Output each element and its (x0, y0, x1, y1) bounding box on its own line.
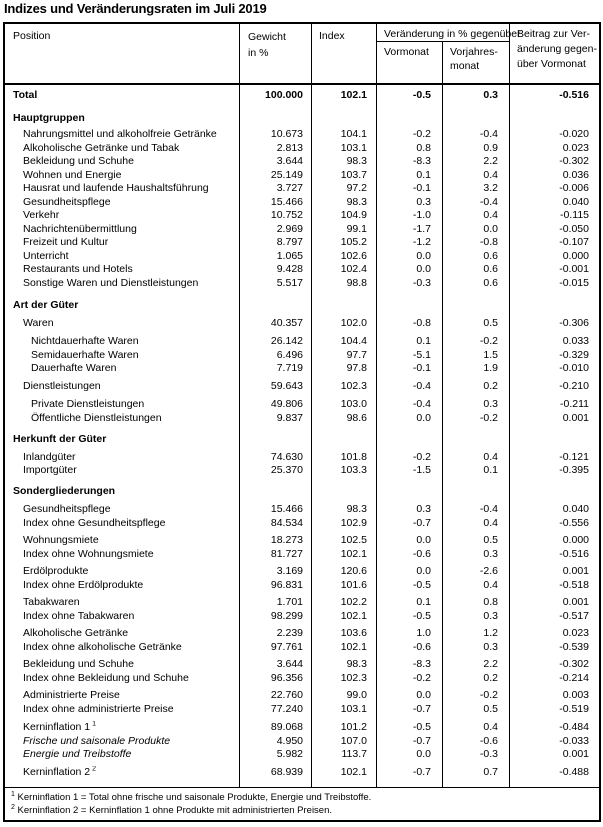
row-label: Art der Güter (13, 299, 79, 311)
column-divider (442, 85, 443, 787)
cell-index: 102.6 (340, 249, 367, 262)
footnote-reference: 1 (90, 721, 96, 728)
index-table (3, 22, 601, 822)
cell-vormonat: -1.2 (412, 236, 431, 248)
cell-vorjahresmonat: -0.2 (479, 335, 498, 347)
cell-gewicht: 2.813 (276, 141, 303, 154)
cell-gewicht: 7.719 (276, 362, 303, 374)
row-label: Alkoholische Getränke (23, 627, 129, 639)
cell-gewicht: 3.644 (276, 658, 303, 670)
cell-vorjahresmonat: 0.3 (483, 547, 498, 560)
cell-index: 103.0 (340, 398, 367, 410)
cell-vorjahresmonat: 3.2 (483, 182, 498, 194)
cell-index: 103.1 (340, 702, 367, 715)
cell-gewicht: 2.969 (276, 222, 303, 235)
cell-vormonat: -0.5 (412, 721, 431, 733)
cell-beitrag: 0.001 (562, 748, 589, 760)
cell-index: 103.3 (340, 464, 367, 476)
cell-index: 103.7 (340, 168, 367, 181)
cell-index: 101.2 (340, 721, 367, 733)
cell-index: 102.9 (340, 516, 367, 529)
cell-gewicht: 81.727 (270, 547, 303, 560)
cell-gewicht: 100.000 (265, 89, 303, 101)
cell-vormonat: 0.0 (416, 534, 431, 546)
cell-gewicht: 98.299 (270, 609, 303, 622)
cell-beitrag: 0.001 (562, 565, 589, 577)
cell-vorjahresmonat: 1.9 (483, 362, 498, 374)
cell-beitrag: -0.519 (559, 702, 589, 715)
row-label: Kerninflation 1 $^1$ (23, 721, 96, 733)
cell-vormonat: 0.1 (416, 335, 431, 347)
cell-vormonat (376, 112, 442, 126)
cell-vormonat: -0.7 (412, 734, 431, 747)
row-label: Gesundheitspflege (23, 195, 111, 208)
cell-vorjahresmonat (442, 485, 509, 499)
table-footnotes (5, 787, 599, 819)
row-label: Bekleidung und Schuhe (23, 658, 134, 670)
column-divider (376, 85, 377, 787)
row-label: Dauerhafte Waren (31, 362, 117, 374)
cell-vormonat (376, 299, 442, 313)
row-label: Alkoholische Getränke und Tabak (23, 141, 180, 154)
cell-vorjahresmonat: -0.4 (479, 195, 498, 208)
cell-beitrag: -0.306 (559, 316, 589, 329)
cell-beitrag: 0.000 (562, 534, 589, 546)
row-label: Hausrat und laufende Haushaltsführung (23, 182, 209, 194)
cell-beitrag: -0.020 (559, 128, 589, 140)
cell-index: 120.6 (340, 565, 367, 577)
cell-index: 103.1 (340, 141, 367, 154)
cell-vormonat: 0.0 (416, 263, 431, 275)
cell-vormonat: -0.4 (412, 379, 431, 392)
row-label: Importgüter (23, 464, 77, 476)
row-label: Nahrungsmittel und alkoholfreie Getränke (23, 128, 217, 140)
cell-beitrag: -0.001 (559, 263, 589, 275)
cell-gewicht: 89.068 (270, 721, 303, 733)
cell-index: 104.1 (340, 128, 367, 140)
cell-gewicht: 8.797 (276, 236, 303, 248)
cell-gewicht: 3.169 (276, 565, 303, 577)
cell-vormonat: -0.4 (412, 398, 431, 410)
cell-beitrag: -0.395 (559, 464, 589, 476)
cell-vorjahresmonat: 0.3 (483, 609, 498, 622)
cell-gewicht: 49.806 (270, 398, 303, 410)
cell-vorjahresmonat: 0.9 (483, 141, 498, 154)
cell-index (311, 485, 376, 499)
cell-beitrag (509, 433, 599, 447)
cell-beitrag: 0.023 (562, 627, 589, 639)
cell-beitrag: 0.003 (562, 689, 589, 701)
cell-gewicht: 97.761 (270, 640, 303, 653)
cell-beitrag: -0.210 (559, 379, 589, 392)
cell-index: 98.3 (346, 503, 367, 515)
col-header-index: Index (319, 30, 345, 42)
row-label: Index ohne administrierte Preise (23, 702, 174, 715)
cell-vorjahresmonat: -0.2 (479, 689, 498, 701)
cell-vorjahresmonat: 0.5 (483, 702, 498, 715)
cell-index: 102.1 (340, 765, 367, 778)
cell-gewicht (239, 485, 311, 499)
cell-vormonat: 0.8 (416, 141, 431, 154)
col-header-vorjahresmonat: Vorjahres- monat (450, 46, 498, 72)
table-header (5, 24, 599, 85)
cell-vorjahresmonat: -0.8 (479, 236, 498, 248)
cell-beitrag (509, 112, 599, 126)
cell-gewicht: 6.496 (276, 348, 303, 361)
table-body (5, 85, 599, 787)
row-label: Administrierte Preise (23, 689, 120, 701)
row-label: Nachrichtenübermittlung (23, 222, 137, 235)
cell-index (311, 433, 376, 447)
cell-vorjahresmonat: 0.6 (483, 249, 498, 262)
row-label: Total (13, 89, 38, 101)
row-label: Index ohne Tabakwaren (23, 609, 135, 622)
row-label: Verkehr (23, 209, 60, 221)
cell-beitrag: -0.488 (559, 765, 589, 778)
cell-gewicht: 9.837 (276, 411, 303, 424)
cell-vormonat: -0.6 (412, 547, 431, 560)
row-label: Gesundheitspflege (23, 503, 111, 515)
cell-vormonat: -1.7 (412, 222, 431, 235)
cell-vormonat: -1.5 (412, 464, 431, 476)
cell-beitrag: 0.001 (562, 596, 589, 608)
row-label: Wohnen und Energie (23, 168, 122, 181)
cell-vormonat: -0.8 (412, 316, 431, 329)
cell-vormonat: -0.7 (412, 516, 431, 529)
row-label: Index ohne Wohnungsmiete (23, 547, 154, 560)
cell-beitrag: 0.023 (562, 141, 589, 154)
cell-beitrag: -0.015 (559, 276, 589, 289)
cell-index (311, 299, 376, 313)
cell-index: 113.7 (341, 748, 367, 760)
cell-beitrag: -0.484 (559, 721, 589, 733)
cell-index: 97.7 (346, 348, 367, 361)
cell-vorjahresmonat: -0.4 (479, 503, 498, 515)
row-label: Tabakwaren (23, 596, 80, 608)
cell-index: 101.6 (340, 578, 367, 591)
column-divider (442, 41, 443, 83)
cell-gewicht: 74.630 (270, 450, 303, 463)
cell-beitrag: -0.516 (559, 89, 589, 101)
cell-vorjahresmonat: 2.2 (483, 155, 498, 167)
cell-index: 104.9 (340, 209, 367, 221)
cell-index: 105.2 (340, 236, 367, 248)
cell-vorjahresmonat: 0.3 (483, 89, 498, 101)
row-label: Hauptgruppen (13, 111, 85, 124)
cell-gewicht: 96.831 (270, 578, 303, 591)
cell-vormonat: -0.2 (412, 450, 431, 463)
row-label: Frische und saisonale Produkte (23, 734, 171, 747)
footnote-reference: 2 (90, 765, 96, 772)
cell-beitrag: -0.121 (559, 450, 589, 463)
cell-vorjahresmonat: 0.4 (483, 516, 498, 529)
cell-vormonat: 0.0 (416, 411, 431, 424)
cell-vorjahresmonat: 0.2 (483, 379, 498, 392)
footnote (11, 791, 591, 804)
cell-index: 97.2 (346, 182, 367, 194)
cell-beitrag: -0.302 (559, 658, 589, 670)
column-divider (376, 24, 377, 83)
cell-beitrag: -0.006 (559, 182, 589, 194)
cell-gewicht (239, 112, 311, 126)
cell-beitrag: 0.033 (562, 335, 589, 347)
row-label: Freizeit und Kultur (23, 236, 109, 248)
cell-vormonat: -0.7 (412, 702, 431, 715)
row-label: Sonstige Waren und Dienstleistungen (23, 276, 199, 289)
cell-gewicht: 25.149 (270, 168, 303, 181)
row-label: Private Dienstleistungen (31, 398, 145, 410)
cell-index: 97.8 (346, 362, 367, 374)
cell-index: 98.3 (346, 195, 367, 208)
cell-gewicht: 3.727 (276, 182, 303, 194)
cell-beitrag (509, 299, 599, 313)
cell-vorjahresmonat: 1.2 (483, 627, 498, 639)
cell-index: 99.0 (346, 689, 367, 701)
cell-index: 102.5 (340, 534, 367, 546)
cell-vorjahresmonat: 0.4 (483, 450, 498, 463)
cell-index: 102.1 (340, 640, 367, 653)
cell-vorjahresmonat: 0.5 (483, 316, 498, 329)
row-label: Unterricht (23, 249, 69, 262)
cell-vormonat: 0.0 (416, 565, 431, 577)
cell-index: 102.3 (340, 671, 367, 684)
column-divider (311, 24, 312, 83)
cell-vorjahresmonat (442, 433, 509, 447)
footnote-marker: 2 (11, 803, 15, 811)
cell-vormonat: -0.1 (412, 362, 431, 374)
cell-beitrag: 0.001 (562, 411, 589, 424)
cell-vormonat: -0.5 (412, 578, 431, 591)
cell-index: 102.3 (340, 379, 367, 392)
cell-vormonat: -5.1 (412, 348, 431, 361)
col-header-vormonat: Vormonat (384, 46, 429, 58)
row-label: Kerninflation 2 $^2$ (23, 765, 96, 778)
cell-index: 98.8 (346, 276, 367, 289)
row-label: Waren (23, 316, 54, 329)
cell-vorjahresmonat: 0.4 (483, 209, 498, 221)
cell-vorjahresmonat: 0.4 (483, 578, 498, 591)
row-label: Energie und Treibstoffe (23, 748, 132, 760)
cell-gewicht: 3.644 (276, 155, 303, 167)
row-label: Index ohne Erdölprodukte (23, 578, 144, 591)
cell-beitrag: -0.302 (559, 155, 589, 167)
column-divider (239, 24, 240, 83)
row-label: Index ohne Bekleidung und Schuhe (23, 671, 189, 684)
cell-gewicht: 84.534 (270, 516, 303, 529)
col-header-beitrag: Beitrag zur Ver- änderung gegen- über Vormonat (517, 28, 597, 70)
cell-index: 98.3 (346, 155, 367, 167)
cell-gewicht: 59.643 (270, 379, 303, 392)
cell-vorjahresmonat: 0.3 (483, 398, 498, 410)
footnote-marker: 1 (11, 790, 15, 798)
cell-gewicht: 10.673 (270, 128, 303, 140)
row-label: Index ohne alkoholische Getränke (23, 640, 182, 653)
cell-vormonat: 0.3 (416, 503, 431, 515)
cell-gewicht: 68.939 (270, 765, 303, 778)
cell-gewicht: 77.240 (270, 702, 303, 715)
col-header-change-group: Veränderung in % gegenüber (384, 28, 521, 40)
cell-vorjahresmonat: 2.2 (483, 658, 498, 670)
cell-index: 102.2 (340, 596, 367, 608)
row-label: Index ohne Gesundheitspflege (23, 516, 166, 529)
cell-beitrag: -0.107 (559, 236, 589, 248)
cell-vormonat (376, 485, 442, 499)
cell-index: 101.8 (340, 450, 367, 463)
cell-vormonat: -0.5 (412, 609, 431, 622)
cell-beitrag: 0.040 (562, 503, 589, 515)
cell-index: 99.1 (346, 222, 367, 235)
cell-beitrag: -0.539 (559, 640, 589, 653)
cell-gewicht: 22.760 (270, 689, 303, 701)
cell-beitrag (509, 485, 599, 499)
cell-vorjahresmonat: 0.0 (483, 222, 498, 235)
cell-gewicht (239, 299, 311, 313)
cell-beitrag: -0.518 (559, 578, 589, 591)
footnote-text: Kerninflation 2 = Kerninflation 1 ohne Produkte mit administrierten Preisen. (17, 805, 333, 816)
cell-vorjahresmonat: 1.5 (483, 348, 498, 361)
cell-beitrag: 0.000 (562, 249, 589, 262)
cell-vorjahresmonat: -2.6 (479, 565, 498, 577)
cell-vorjahresmonat: 0.4 (483, 721, 498, 733)
cell-gewicht (239, 433, 311, 447)
row-label: Bekleidung und Schuhe (23, 155, 134, 167)
cell-vormonat: -0.2 (412, 671, 431, 684)
cell-gewicht: 96.356 (270, 671, 303, 684)
cell-vormonat: 1.0 (416, 627, 431, 639)
cell-gewicht: 15.466 (270, 195, 303, 208)
row-label: Öffentliche Dienstleistungen (31, 411, 162, 424)
row-label: Wohnungsmiete (23, 534, 99, 546)
cell-vormonat: 0.0 (416, 748, 431, 760)
cell-vormonat: -0.6 (412, 640, 431, 653)
cell-beitrag: -0.050 (559, 222, 589, 235)
cell-vormonat: 0.3 (416, 195, 431, 208)
cell-beitrag: -0.329 (559, 348, 589, 361)
cell-gewicht: 15.466 (270, 503, 303, 515)
cell-vorjahresmonat: 0.3 (483, 640, 498, 653)
cell-vorjahresmonat: 0.6 (483, 263, 498, 275)
row-label: Sondergliederungen (13, 484, 116, 497)
cell-index: 102.1 (340, 609, 367, 622)
cell-vormonat: -0.1 (412, 182, 431, 194)
cell-vorjahresmonat: -0.4 (479, 128, 498, 140)
cell-beitrag: -0.516 (559, 547, 589, 560)
cell-gewicht: 5.982 (276, 748, 303, 760)
cell-gewicht: 40.357 (270, 316, 303, 329)
footnote (11, 804, 591, 817)
cell-index: 102.1 (340, 547, 367, 560)
cell-index: 102.0 (340, 316, 367, 329)
footnote-text: Kerninflation 1 = Total ohne frische und saisonale Produkte, Energie und Treibstoffe. (17, 792, 372, 803)
row-label: Herkunft der Güter (13, 433, 107, 445)
cell-beitrag: -0.010 (559, 362, 589, 374)
cell-beitrag: -0.211 (560, 398, 589, 410)
column-divider (311, 85, 312, 787)
cell-vorjahresmonat: 0.2 (483, 671, 498, 684)
cell-index: 102.1 (340, 89, 367, 101)
cell-vorjahresmonat (442, 112, 509, 126)
cell-vormonat: -8.3 (412, 155, 431, 167)
cell-vorjahresmonat: 0.7 (483, 765, 498, 778)
col-header-gewicht: Gewicht in % (248, 31, 286, 59)
cell-gewicht: 18.273 (270, 534, 303, 546)
cell-index: 98.3 (346, 658, 367, 670)
cell-vormonat: -0.2 (412, 128, 431, 140)
cell-vormonat: 0.1 (416, 168, 431, 181)
cell-vorjahresmonat: 0.4 (483, 168, 498, 181)
cell-vorjahresmonat: 0.6 (483, 276, 498, 289)
cell-gewicht: 10.752 (270, 209, 303, 221)
cell-index: 103.6 (340, 627, 367, 639)
cell-vormonat: -0.3 (412, 276, 431, 289)
row-label: Nichtdauerhafte Waren (31, 335, 139, 347)
cell-gewicht: 1.701 (276, 596, 303, 608)
cell-beitrag: -0.556 (559, 516, 589, 529)
cell-vormonat (376, 433, 442, 447)
cell-index: 102.4 (340, 263, 367, 275)
row-label: Semidauerhafte Waren (31, 348, 139, 361)
cell-beitrag: -0.214 (559, 671, 589, 684)
cell-vormonat: 0.0 (416, 689, 431, 701)
row-label: Inlandgüter (23, 450, 76, 463)
row-label: Erdölprodukte (23, 565, 89, 577)
cell-gewicht: 26.142 (270, 335, 303, 347)
cell-gewicht: 4.950 (276, 734, 303, 747)
cell-index: 104.4 (340, 335, 367, 347)
cell-vorjahresmonat: 0.5 (483, 534, 498, 546)
cell-beitrag: -0.115 (560, 209, 589, 221)
cell-vormonat: -0.5 (412, 89, 431, 101)
row-label: Restaurants und Hotels (23, 263, 133, 275)
cell-vorjahresmonat: 0.8 (483, 596, 498, 608)
cell-vormonat: -0.7 (412, 765, 431, 778)
row-label: Dienstleistungen (23, 379, 101, 392)
cell-vormonat: -1.0 (412, 209, 431, 221)
cell-vorjahresmonat: -0.6 (479, 734, 498, 747)
cell-beitrag: -0.517 (559, 609, 589, 622)
cell-vorjahresmonat: -0.3 (479, 748, 498, 760)
cell-vorjahresmonat: -0.2 (479, 411, 498, 424)
cell-gewicht: 2.239 (276, 627, 303, 639)
column-divider (509, 85, 510, 787)
cell-index (311, 112, 376, 126)
page-title: Indizes und Veränderungsraten im Juli 2019 (4, 1, 267, 16)
column-divider (239, 85, 240, 787)
cell-beitrag: 0.036 (562, 168, 589, 181)
cell-vormonat: 0.0 (416, 249, 431, 262)
cell-gewicht: 1.065 (276, 249, 303, 262)
cell-index: 107.0 (340, 734, 367, 747)
col-header-position: Position (13, 30, 51, 42)
cell-vorjahresmonat (442, 299, 509, 313)
cell-gewicht: 9.428 (276, 263, 303, 275)
cell-gewicht: 5.517 (276, 276, 303, 289)
cell-vorjahresmonat: 0.1 (483, 464, 498, 476)
cell-vormonat: 0.1 (416, 596, 431, 608)
cell-beitrag: 0.040 (562, 195, 589, 208)
cell-gewicht: 25.370 (270, 464, 303, 476)
cell-beitrag: -0.033 (559, 734, 589, 747)
cell-vormonat: -8.3 (412, 658, 431, 670)
cell-index: 98.6 (346, 411, 367, 424)
